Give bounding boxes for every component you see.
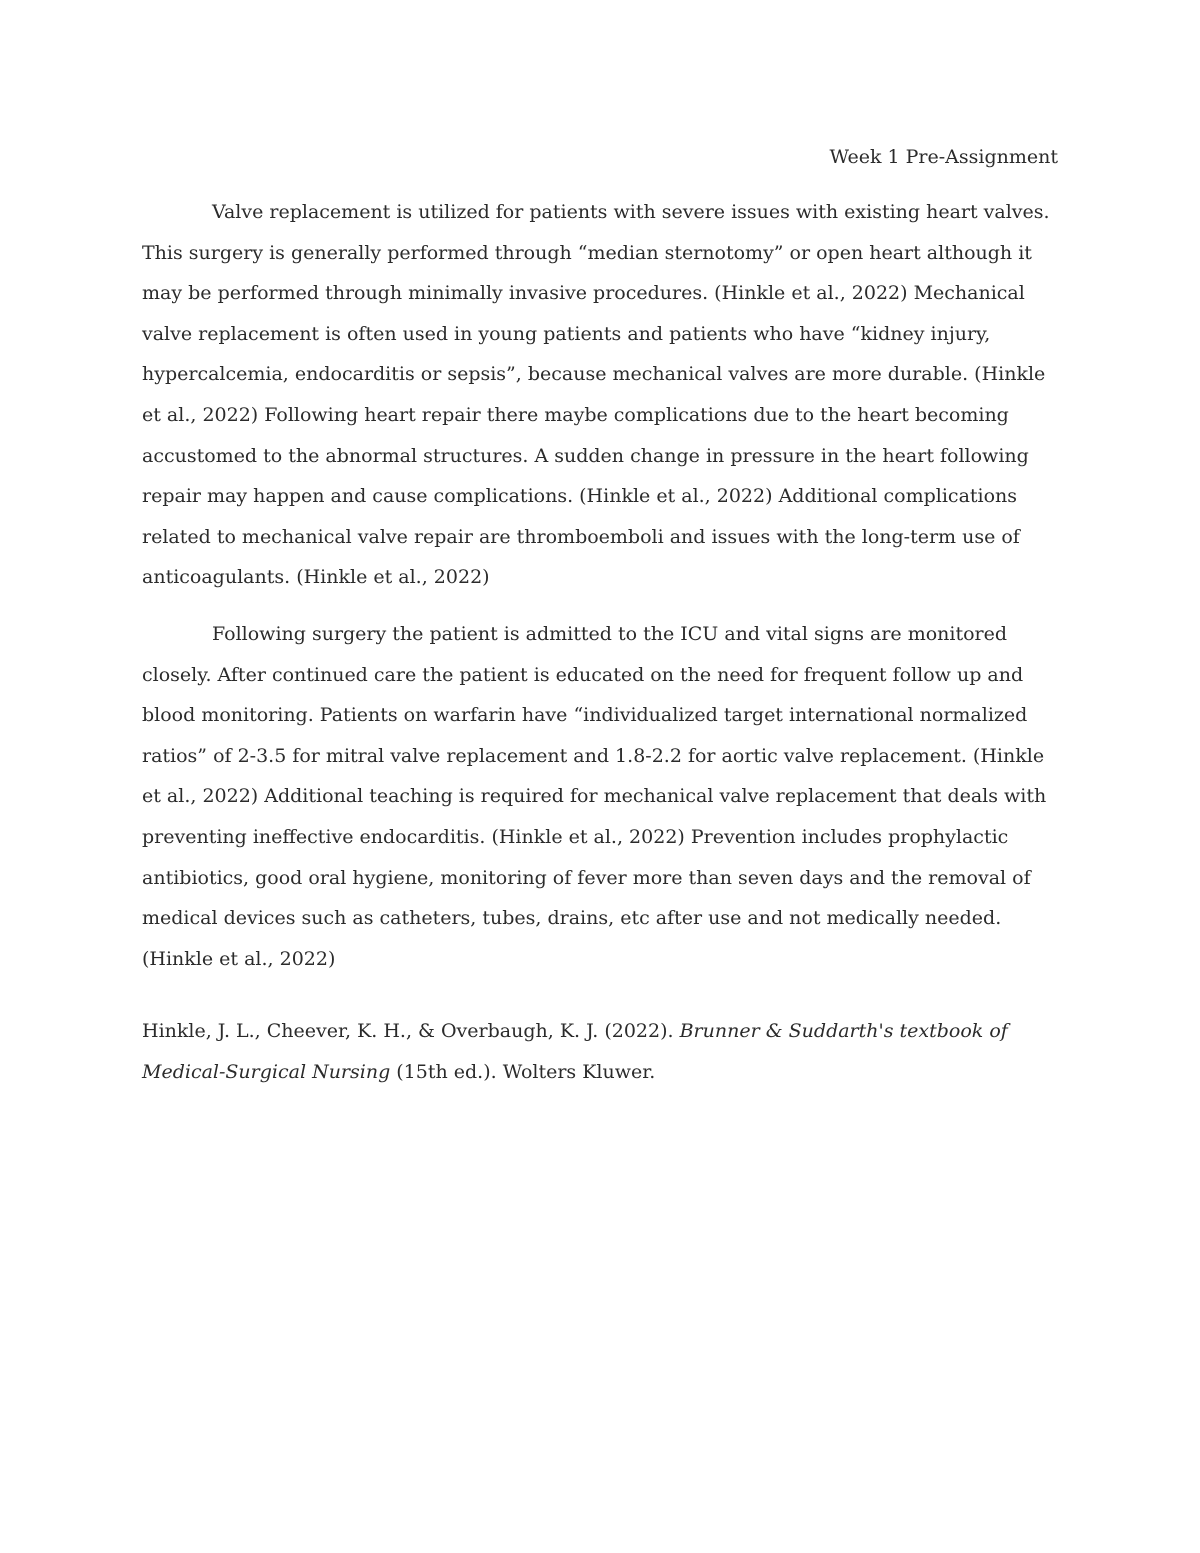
paragraph-valve-replacement: Valve replacement is utilized for patients with severe issues with existing heart valves. This surgery is generally performed through “median sternotomy” or open heart although it may be performed through minimally invasive procedures. (Hinkle et al., 2022) Mechanical valve replacement is often used in young patients and patients who have “kidney injury, hypercalcemia, endocarditis or sepsis”, because mechanical valves are more durable. (Hinkle et al., 2022) Following heart repair there maybe complications due to the heart becoming accustomed to the abnormal structures. A sudden change in pressure in the heart following repair may happen and cause complications. (Hinkle et al., 2022) Additional complications related to mechanical valve repair are thromboemboli and issues with the long-term use of anticoagulants. (Hinkle et al., 2022) bbox=[142, 201, 1050, 589]
reference-title-part2: Medical-Surgical Nursing bbox=[142, 1061, 391, 1083]
reference-entry bbox=[142, 1011, 1062, 1093]
reference-authors-year: Hinkle, J. L., Cheever, K. H., & Overbaugh, K. J. (2022). bbox=[142, 1020, 680, 1042]
paragraph-post-surgery-care: Following surgery the patient is admitted to the ICU and vital signs are monitored closely. After continued care the patient is educated on the need for frequent follow up and blood monitoring. Patients on warfarin have “individualized target international normalized ratios” of 2-3.5 for mitral valve replacement and 1.8-2.2 for aortic valve replacement. (Hinkle et al., 2022) Additional teaching is required for mechanical valve replacement that deals with preventing ineffective endocarditis. (Hinkle et al., 2022) Prevention includes prophylactic antibiotics, good oral hygiene, monitoring of fever more than seven days and the removal of medical devices such as catheters, tubes, drains, etc after use and not medically needed. (Hinkle et al., 2022) bbox=[142, 623, 1047, 970]
reference-line-2 bbox=[142, 1052, 1062, 1093]
reference-line-1 bbox=[142, 1011, 1062, 1052]
reference-edition-publisher: (15th ed.). Wolters Kluwer. bbox=[390, 1061, 656, 1083]
running-head: Week 1 Pre-Assignment bbox=[829, 146, 1058, 168]
reference-title-part1: Brunner & Suddarth's textbook of bbox=[679, 1020, 1008, 1042]
